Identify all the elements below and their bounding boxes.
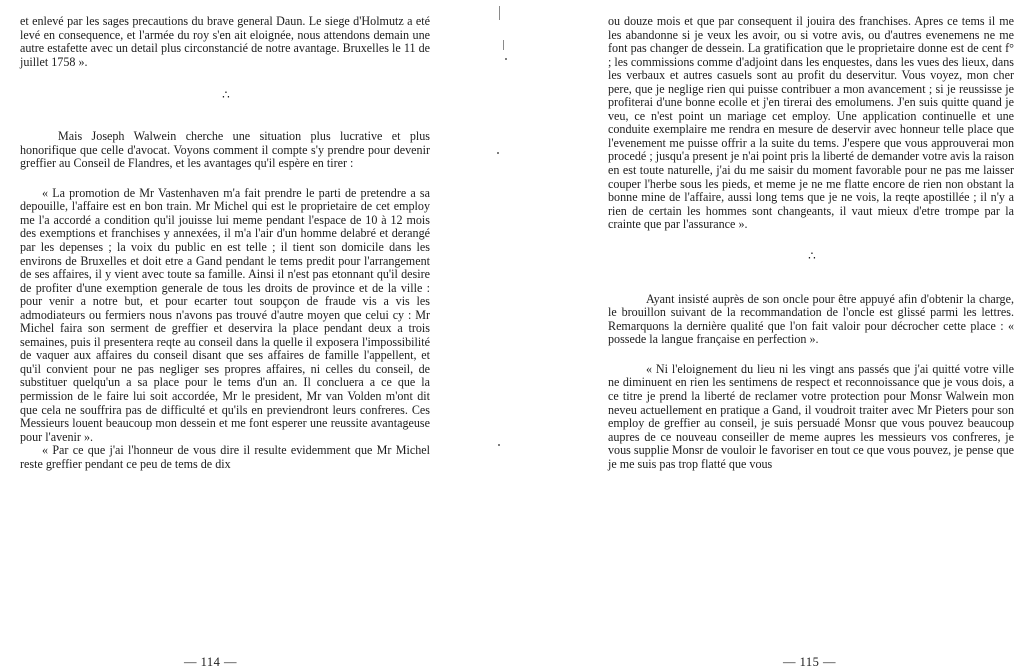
right-page-text xyxy=(608,15,1014,471)
left-paragraph-4-quote: « Par ce que j'ai l'honneur de vous dire il resulte evidemment que Mr Michel reste greffier pendant ce peu de tems de dix xyxy=(20,443,430,471)
left-paragraph-1: et enlevé par les sages precautions du brave general Daun. Le siege d'Holmutz a eté levé en consequence, et l'armée du roy s'en ait eloignée, nous attendons demain une autre estafette avec un detail plus circonstancié de notre avantage. Bruxelles le 11 de juillet 1758 ». xyxy=(20,14,430,69)
page-number-left: — 114 — xyxy=(184,655,238,669)
left-page-text xyxy=(20,15,430,471)
left-paragraph-2: Mais Joseph Walwein cherche une situation plus lucrative et plus honorifique que celle d'avocat. Voyons comment il compte s'y prendre pour devenir greffier au Conseil de Flandres, et les avantages qu'il espère en tirer : xyxy=(20,129,430,171)
right-paragraph-3-quote: « Ni l'eloignement du lieu ni les vingt ans passés que j'ai quitté votre ville ne diminuent en rien les sentimens de respect et reconnoissance que je vous dois, a ce titre je prend la liberté de reclamer votre protection pour Monsr Walwein mon neveu actuellement en pratique a Gand, il voudroit traiter avec Mr Pieters pour son employ de greffier au conseil, je suis persuadé Monsr que vous pouvez beaucoup aupres de ce nouveau conseiller de meme aupres les messieurs vos confreres, je vous supplie Monsr de vouloir le favoriser en tout ce que vous pouvez, je pense que je me suis pas trop flatté que vous xyxy=(608,361,1014,471)
right-paragraph-1: ou douze mois et que par consequent il jouira des franchises. Apres ce tems il me les abandonne si je veux les avoir, ou si votre avis, ou d'autres evenemens ne me font pas changer de dessein. La gratification que le proprietaire donne est de cent f° ; les commissions comme d'adjoint dans les enquestes, dans les vues des lieux, dans les verbaux et autres casuels sont au profit du deservitur. Vous voyez, mon cher pere, que je neglige rien qui puisse contribuer a mon avancement ; si je reussisse je profiterai d'une bonne ecolle et j'en tirerai des emolumens. J'en suis quitte quand je veu, ce n'est point un mariage cet employ. Une application continuelle et une conduite exemplaire me rendra en mesure de deservir avec honneur telle place que l'evenement me puisse offrir a la suite du tems. J'espere que vous approuverai mon procedé ; jusqu'a present je n'ai point pris la liberté de demander votre avis la raison en est toute naturelle, j'ai du me saisir du moment favorable pour ne pas me laisser couper l'herbe sous les pieds, et meme je ne me flatte encore de rien non obstant la bonne mine de l'affaire, aussi long tems que je ne vois, la reqte apostillée ; il n'y a rien de certain les hommes sont changeants, il vaut mieux d'etre trompe par la crainte que par l'assurance ». xyxy=(608,14,1014,232)
right-page xyxy=(512,0,1024,672)
left-paragraph-3-quote: « La promotion de Mr Vastenhaven m'a fait prendre le parti de pretendre a sa depouille, l'affaire est en bon train. Mr Michel qui est le proprietaire de cet employ me l'a accordé a condition qu'il jouisse lui meme pendant l'espace de 10 à 12 mois des exemptions et franchises y annexées, il m'a l'air d'un homme delabré et derangé par les depenses ; la voix du public en est telle ; il tient son domicile dans les environs de Bruxelles et doit etre a Gand pendant le tems predit pour l'arrangement de ses affaires, il y vient avec toute sa famille. Ainsi il n'est pas etonnant qu'il desire de profiter d'une exemption generale de tous les droits de province et de la ville : pour venir a notre but, et pour ecarter tout soupçon de fraude vis a vis les admodiateurs ou fermiers nous n'avons pas trouvé d'autre moyen que celui cy : Mr Michel faira son serment de greffier et deservira la place pendant deux a trois semaines, puis il presentera reqte au conseil dans la quelle il exposera l'impossibilité de vaquer aux affaires du conseil disant que ses affaires de famille l'appellent, et qu'il convient pour ne pas negliger ses propres affaires, ni celles du conseil, de substituer quelqu'un a sa place pour le tems d'un an. Il concluera a ce que la permission de le faire lui soit accordée, Mr le president, Mr van Volden m'ont dit que cela ne souffrira pas de difficulté et qu'ils en previendront leurs confreres. Ces Messieurs louent beaucoup mon dessein et me font esperer une reussite avantageuse pour l'avenir ». xyxy=(20,185,430,444)
section-ornament: ∴ xyxy=(222,88,228,103)
left-page xyxy=(0,0,500,672)
right-paragraph-2: Ayant insisté auprès de son oncle pour être appuyé afin d'obtenir la charge, le brouillon suivant de la recommandation de l'oncle est glissé parmi les lettres. Remarquons la dernière qualité que l'on fait valoir pour décrocher cette place : « possede la langue française en perfection ». xyxy=(608,291,1014,347)
page-number-right: — 115 — xyxy=(783,655,837,669)
book-gutter xyxy=(495,0,513,672)
section-ornament: ∴ xyxy=(808,248,814,263)
